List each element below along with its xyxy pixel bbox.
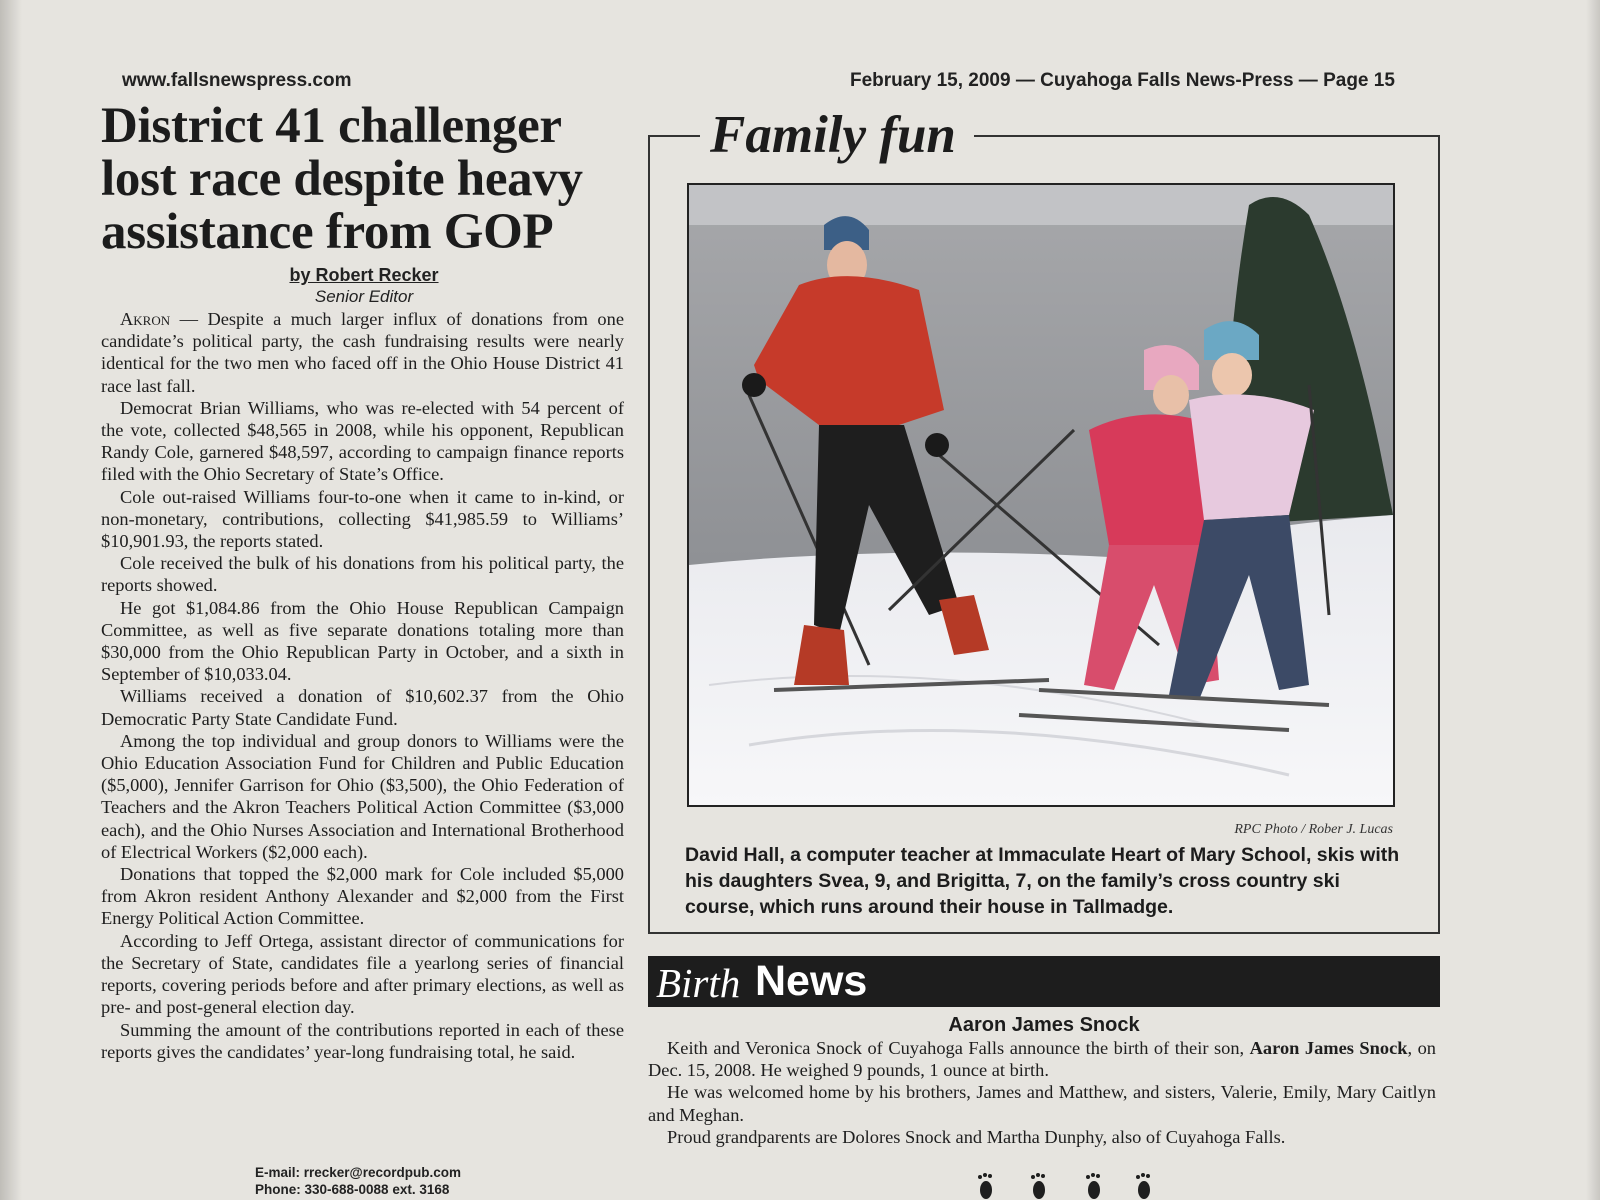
article-paragraph: Democrat Brian Williams, who was re-elected with 54 percent of the vote, collected $48,565 in 2008, while his opponent, Republican Randy Cole, garnered $48,597, according to campaign finance reports filed with the Ohio Secretary of State’s Office.: [101, 397, 624, 485]
article-paragraph: Williams received a donation of $10,602.37 from the Ohio Democratic Party State Candidate Fund.: [101, 686, 624, 729]
author-phone: Phone: 330-688-0088 ext. 3168: [255, 1182, 450, 1197]
article-paragraph: [101, 308, 624, 397]
birth-news-banner-word2: News: [755, 957, 868, 1005]
author-email: E-mail: rrecker@recordpub.com: [255, 1165, 461, 1180]
author-contact: [255, 1164, 461, 1198]
family-fun-title: Family fun: [700, 105, 974, 165]
photo-caption: David Hall, a computer teacher at Immaculate Heart of Mary School, skis with his daughters Svea, 9, and Brigitta, 7, on the family’s cross country ski course, which runs around their house in Tallmadge.: [685, 844, 1400, 918]
birth-text: , on Dec. 15, 2008. He weighed 9 pounds, 1 ounce at birth.: [648, 1038, 1436, 1081]
ski-photo-illustration: [689, 185, 1393, 805]
article-paragraph: According to Jeff Ortega, assistant director of communications for the Secretary of State, candidates file a yearlong series of financial reports, covering periods before and after primary elections, as well as pre- and post-general election day.: [101, 930, 624, 1018]
article-paragraph: Donations that topped the $2,000 mark for Cole included $5,000 from Akron resident Anthony Alexander and $2,000 from the First Energy Political Action Committee.: [101, 864, 624, 929]
birth-paragraph: Proud grandparents are Dolores Snock and Martha Dunphy, also of Cuyahoga Falls.: [667, 1126, 1286, 1147]
birth-paragraph: [648, 1037, 1436, 1081]
footprints-icon: [976, 1172, 1176, 1200]
article-headline: District 41 challenger lost race despite heavy assistance from GOP: [101, 98, 583, 260]
article-paragraph: Among the top individual and group donors to Williams were the Ohio Education Association Fund for Children and Public Education ($5,000), Jennifer Garrison for Ohio ($3,500), the Ohio Federation of Teachers and the Akron Teachers Political Action Committee ($3,000 each), and the Ohio Nurses Association and International Brotherhood of Electrical Workers ($2,000 each).: [101, 730, 624, 862]
article-body: [101, 308, 624, 1063]
birth-text: Keith and Veronica Snock of Cuyahoga Falls announce the birth of their son,: [667, 1038, 1250, 1058]
article-paragraph: Summing the amount of the contributions reported in each of these reports gives the candidates’ year-long fundraising total, he said.: [101, 1019, 624, 1062]
baby-name-heading: Aaron James Snock: [948, 1014, 1140, 1036]
article-paragraph: He got $1,084.86 from the Ohio House Republican Campaign Committee, as well as five separate donations totaling more than $30,000 from the Ohio Republican Party in October, and a sixth in September of $10,033.04.: [101, 597, 624, 685]
page-dateline: February 15, 2009 — Cuyahoga Falls News-Press — Page 15: [850, 70, 1395, 91]
birth-news-banner-word1: Birth: [656, 960, 741, 1006]
paragraph-text: — Despite a much larger influx of donations from one candidate’s political party, the cash fundraising results were nearly identical for the two men who faced off in the Ohio House District 41 race last fall.: [101, 309, 624, 396]
birth-paragraph: He was welcomed home by his brothers, James and Matthew, and sisters, Valerie, Emily, Mary Caitlyn and Meghan.: [648, 1082, 1436, 1125]
article-paragraph: Cole received the bulk of his donations from his political party, the reports showed.: [101, 553, 624, 596]
photo-credit: RPC Photo / Rober J. Lucas: [1234, 822, 1393, 837]
article-byline: by Robert Recker: [289, 265, 439, 285]
dateline-city: Akron: [120, 309, 171, 329]
baby-name-inline: Aaron James Snock: [1249, 1038, 1408, 1058]
website-url: www.fallsnewspress.com: [122, 70, 352, 91]
footprints-icon-svg: [976, 1172, 1176, 1200]
author-title: Senior Editor: [314, 287, 414, 306]
article-paragraph: Cole out-raised Williams four-to-one when it came to in-kind, or non-monetary, contributions, collecting $41,985.59 to Williams’ $10,901.93, the reports stated.: [101, 486, 624, 552]
family-ski-photo: [687, 183, 1395, 807]
birth-announcement: [648, 1037, 1436, 1148]
